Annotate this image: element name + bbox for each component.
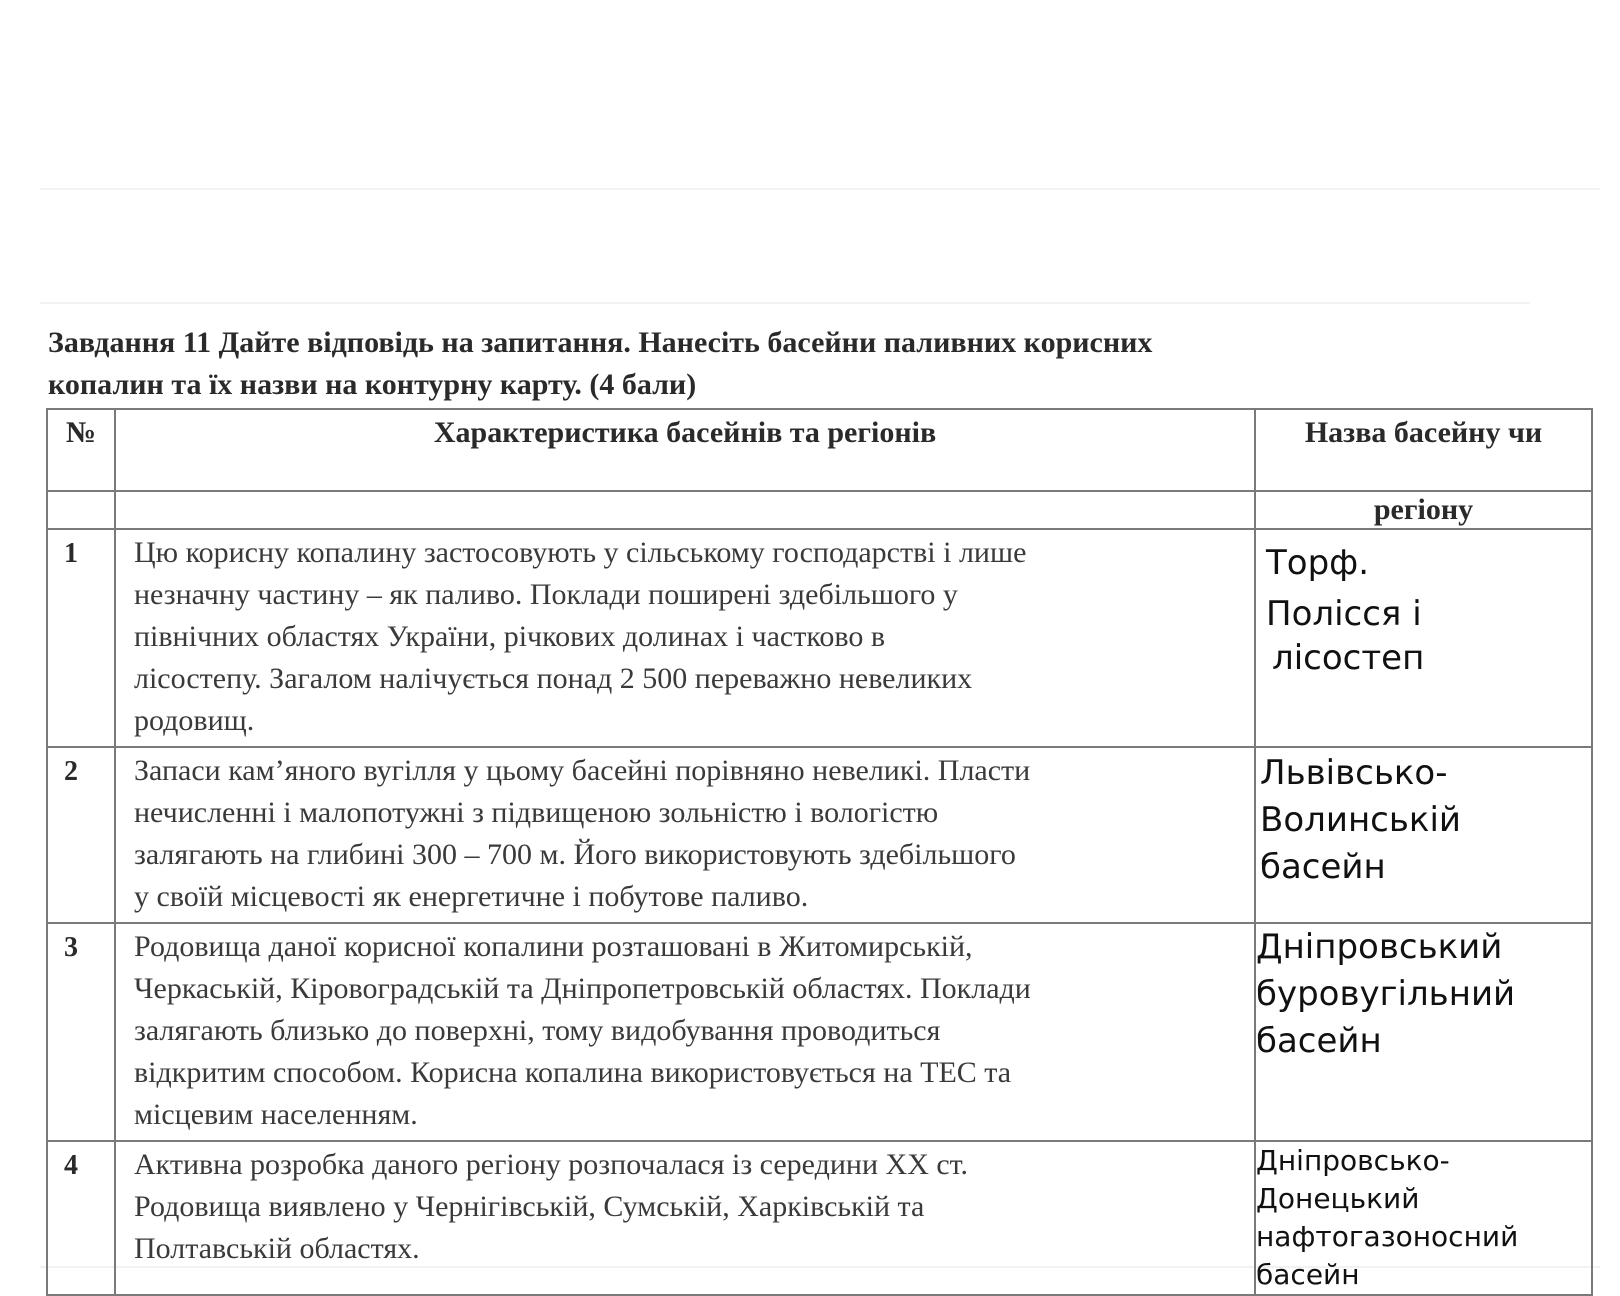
answer-line: Полісся і <box>1266 594 1422 634</box>
answer-line: Львівсько- <box>1260 753 1448 793</box>
header-name-continued: регіону <box>1255 491 1592 529</box>
scan-artifact-line <box>40 302 1530 304</box>
answer-line: Дніпровський <box>1256 927 1503 967</box>
answer-line: басейн <box>1256 1021 1382 1061</box>
description-line: Запаси кам’яного вугілля у цьому басейні порівняно невеликі. Пласти <box>134 754 1031 787</box>
table-row <box>47 747 1592 923</box>
row-description <box>115 747 1255 923</box>
answer-line: буровугільний <box>1256 974 1516 1014</box>
answer-line: басейн <box>1260 847 1386 887</box>
description-line: Полтавській областях. <box>134 1232 420 1265</box>
row-answer <box>1255 923 1592 1141</box>
description-line: родовищ. <box>134 704 255 737</box>
row-description <box>115 529 1255 747</box>
description-line: Цю корисну копалину застосовують у сільському господарстві і лише <box>134 536 1027 569</box>
row-answer <box>1255 747 1592 923</box>
subheader-number-cell <box>47 491 115 529</box>
table-row <box>47 923 1592 1141</box>
description-line: залягають на глибині 300 – 700 м. Його використовують здебільшого <box>134 838 1016 871</box>
scan-artifact-line <box>40 188 1600 190</box>
description-line: нечисленні і малопотужні з підвищеною зольністю і вологістю <box>134 796 939 829</box>
description-line: незначну частину – як паливо. Поклади поширені здебільшого у <box>134 578 958 611</box>
header-name: Назва басейну чи <box>1255 409 1592 491</box>
description-line: Активна розробка даного регіону розпочалася із середини XX ст. <box>134 1148 969 1181</box>
row-description <box>115 1141 1255 1295</box>
description-line: Родовища виявлено у Чернігівській, Сумській, Харківській та <box>134 1190 925 1223</box>
task-title <box>48 322 1548 406</box>
answer-line: басейн <box>1256 1258 1360 1291</box>
task-table <box>46 408 1593 1296</box>
answer-line: Волинській <box>1260 800 1461 840</box>
table-row <box>47 1141 1592 1295</box>
description-line: Черкаській, Кіровоградській та Дніпропетровській областях. Поклади <box>134 972 1031 1005</box>
description-line: у своїй місцевості як енергетичне і побутове паливо. <box>134 880 809 913</box>
answer-line: Торф. <box>1266 543 1370 583</box>
table-row <box>47 529 1592 747</box>
row-number: 3 <box>47 923 115 1141</box>
answer-line: нафтогазоносний <box>1256 1220 1519 1253</box>
description-line: Родовища даної корисної копалини розташовані в Житомирській, <box>134 930 973 963</box>
description-line: північних областях України, річкових долинах і частково в <box>134 620 886 653</box>
row-answer <box>1255 1141 1592 1295</box>
row-number: 4 <box>47 1141 115 1295</box>
row-answer <box>1255 529 1592 747</box>
description-line: відкритим способом. Корисна копалина використовується на ТЕС та <box>134 1056 1012 1089</box>
task-title-line: Завдання 11 Дайте відповідь на запитання. Нанесіть басейни паливних корисних <box>48 326 1153 359</box>
description-line: місцевим населенням. <box>134 1098 418 1131</box>
answer-line: лісостеп <box>1272 638 1425 678</box>
row-description <box>115 923 1255 1141</box>
header-number: № <box>47 409 115 491</box>
row-number: 2 <box>47 747 115 923</box>
description-line: залягають близько до поверхні, тому видобування проводиться <box>134 1014 941 1047</box>
task-title-line: копалин та їх назви на контурну карту. (4 бали) <box>48 368 697 401</box>
description-line: лісостепу. Загалом налічується понад 2 500 переважно невеликих <box>134 662 973 695</box>
subheader-description-cell <box>115 491 1255 529</box>
row-number: 1 <box>47 529 115 747</box>
header-description: Характеристика басейнів та регіонів <box>115 409 1255 491</box>
table-header-row <box>47 409 1592 491</box>
answer-line: Дніпровсько- <box>1256 1144 1450 1177</box>
table-subheader-row <box>47 491 1592 529</box>
answer-line: Донецький <box>1256 1182 1420 1215</box>
